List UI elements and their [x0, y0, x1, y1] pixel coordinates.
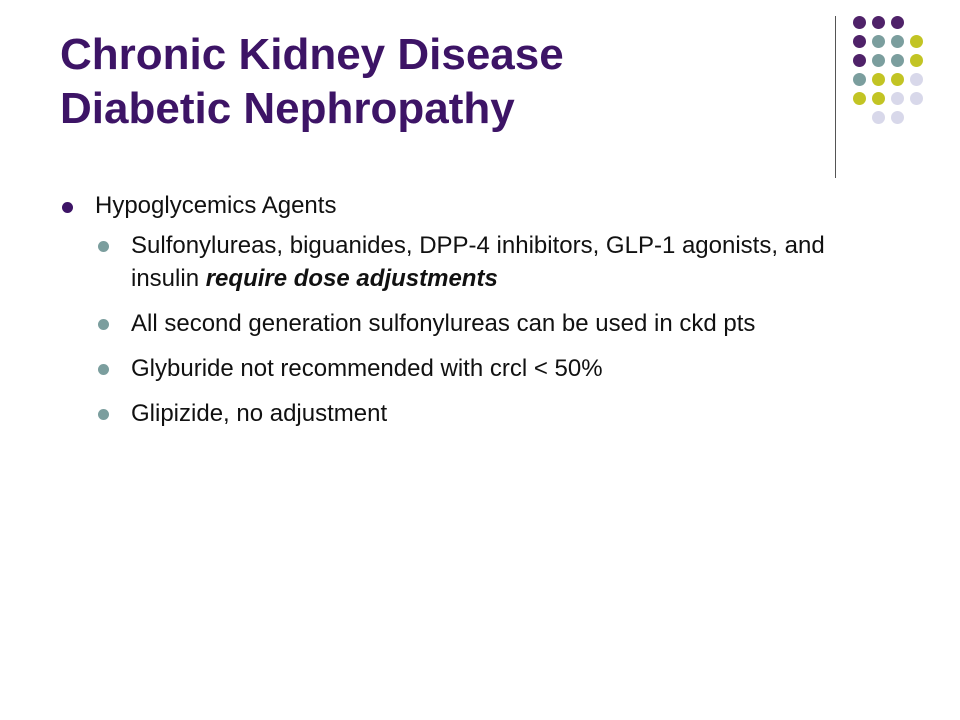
decorative-dot — [891, 73, 904, 86]
decorative-dot — [891, 35, 904, 48]
decorative-dot — [891, 92, 904, 105]
sub-bullet-glyburide — [131, 352, 861, 385]
emphasis-text: require dose adjustments — [205, 265, 498, 292]
sub-bullet-text: Glyburide not recommended with crcl < 50% — [131, 355, 603, 382]
decorative-dot — [872, 35, 885, 48]
sub-bullet-text: Sulfonylureas, biguanides, DPP-4 inhibitors, GLP-1 agonists, and insulin — [131, 232, 825, 292]
bullet-text: Hypoglycemics Agents — [95, 192, 337, 219]
bullet-hypoglycemics-agents — [58, 190, 858, 222]
decorative-dot — [872, 54, 885, 67]
slide-title-line-2: Diabetic Nephropathy — [60, 84, 515, 133]
decorative-dot — [853, 16, 866, 29]
decorative-dot — [872, 92, 885, 105]
sub-bullet-glipizide — [131, 397, 861, 430]
sub-bullet-second-generation — [131, 307, 861, 340]
decorative-dot — [853, 92, 866, 105]
decorative-dot — [872, 16, 885, 29]
decorative-dot — [891, 54, 904, 67]
decorative-dot-grid — [0, 0, 960, 180]
decorative-dot — [910, 35, 923, 48]
decorative-dot — [872, 73, 885, 86]
decorative-dot — [853, 73, 866, 86]
slide-title-line-1: Chronic Kidney Disease — [60, 30, 564, 79]
decorative-dot — [853, 54, 866, 67]
decorative-dot — [891, 16, 904, 29]
sub-bullet-dose-adjustments — [131, 229, 861, 295]
decorative-dot — [910, 73, 923, 86]
decorative-dot — [872, 111, 885, 124]
decorative-dot — [910, 54, 923, 67]
decorative-dot — [910, 92, 923, 105]
decorative-dot — [853, 35, 866, 48]
sub-bullet-text: All second generation sulfonylureas can be used in ckd pts — [131, 310, 756, 337]
decorative-dot — [891, 111, 904, 124]
slide-body — [58, 190, 858, 442]
sub-bullet-text: Glipizide, no adjustment — [131, 400, 388, 427]
sub-bullet-list — [58, 229, 858, 430]
